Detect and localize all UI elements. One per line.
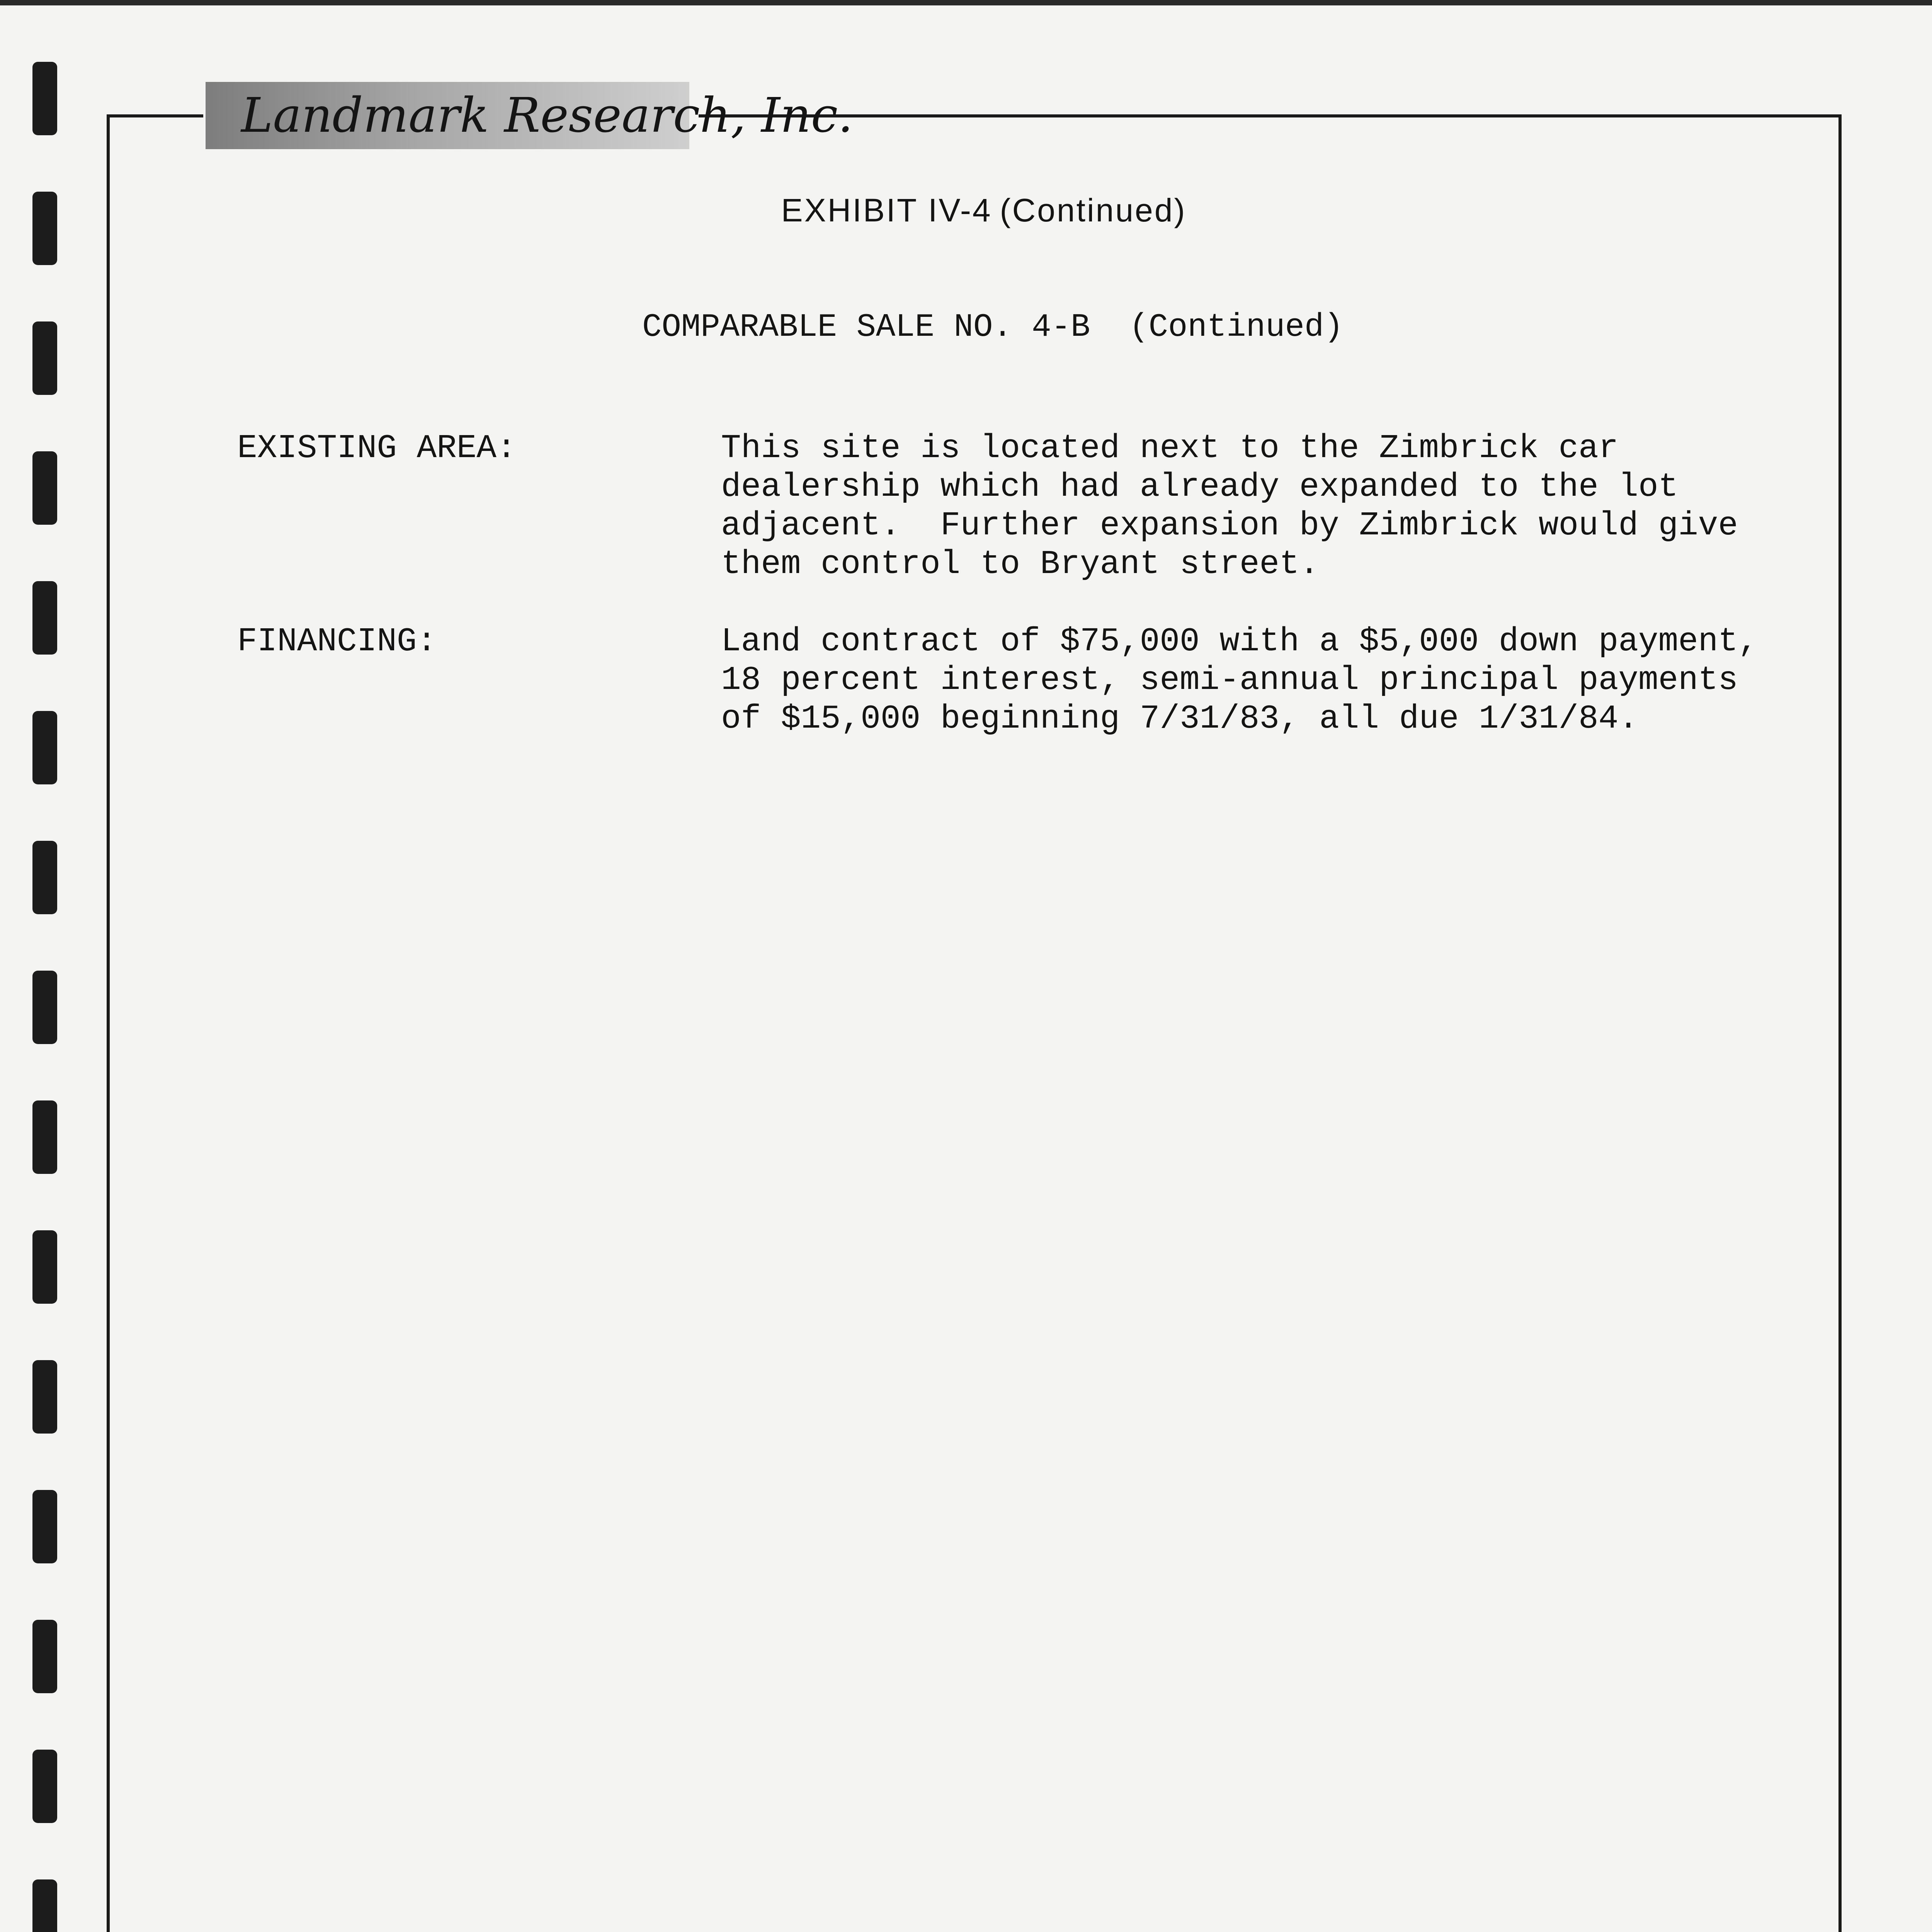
page-frame-top (107, 114, 203, 117)
binding-hole (32, 1879, 57, 1932)
page-frame-left (107, 114, 110, 1932)
text-line: Land contract of $75,000 with a $5,000 down payment, (721, 622, 1758, 660)
binding-hole (32, 1620, 57, 1693)
section-text (721, 429, 1826, 583)
binding-hole (32, 1100, 57, 1174)
section-label: FINANCING: (237, 622, 437, 660)
section-label: EXISTING AREA: (237, 429, 517, 467)
text-line: adjacent. Further expansion by Zimbrick would give (721, 507, 1738, 544)
binding-hole (32, 581, 57, 655)
binding-hole (32, 711, 57, 784)
text-line: dealership which had already expanded to the lot (721, 468, 1679, 506)
exhibit-title-text: EXHIBIT IV-4 (781, 192, 992, 228)
text-line: This site is located next to the Zimbrick car (721, 429, 1619, 467)
binding-hole (32, 1360, 57, 1434)
exhibit-title-suffix: (Continued) (1000, 192, 1187, 228)
text-line: 18 percent interest, semi-annual principal payments (721, 661, 1738, 699)
binding-hole (32, 451, 57, 525)
binding-hole (32, 1230, 57, 1304)
letterhead-logo (206, 82, 853, 149)
binding-hole (32, 62, 57, 135)
binding-hole (32, 841, 57, 914)
page-frame-right (1838, 114, 1842, 1932)
page-frame-top (699, 114, 1842, 117)
text-line: them control to Bryant street. (721, 545, 1320, 583)
section-text (721, 622, 1826, 738)
spiral-binding (32, 62, 60, 1932)
binding-hole (32, 321, 57, 395)
page-top-edge (0, 0, 1932, 5)
binding-hole (32, 1490, 57, 1563)
company-name: Landmark Research, Inc. (241, 88, 853, 143)
binding-hole (32, 971, 57, 1044)
binding-hole (32, 1750, 57, 1823)
exhibit-title (0, 192, 1932, 229)
sale-title: COMPARABLE SALE NO. 4-B (Continued) (642, 309, 1344, 346)
text-line: of $15,000 beginning 7/31/83, all due 1/31/84. (721, 700, 1638, 738)
